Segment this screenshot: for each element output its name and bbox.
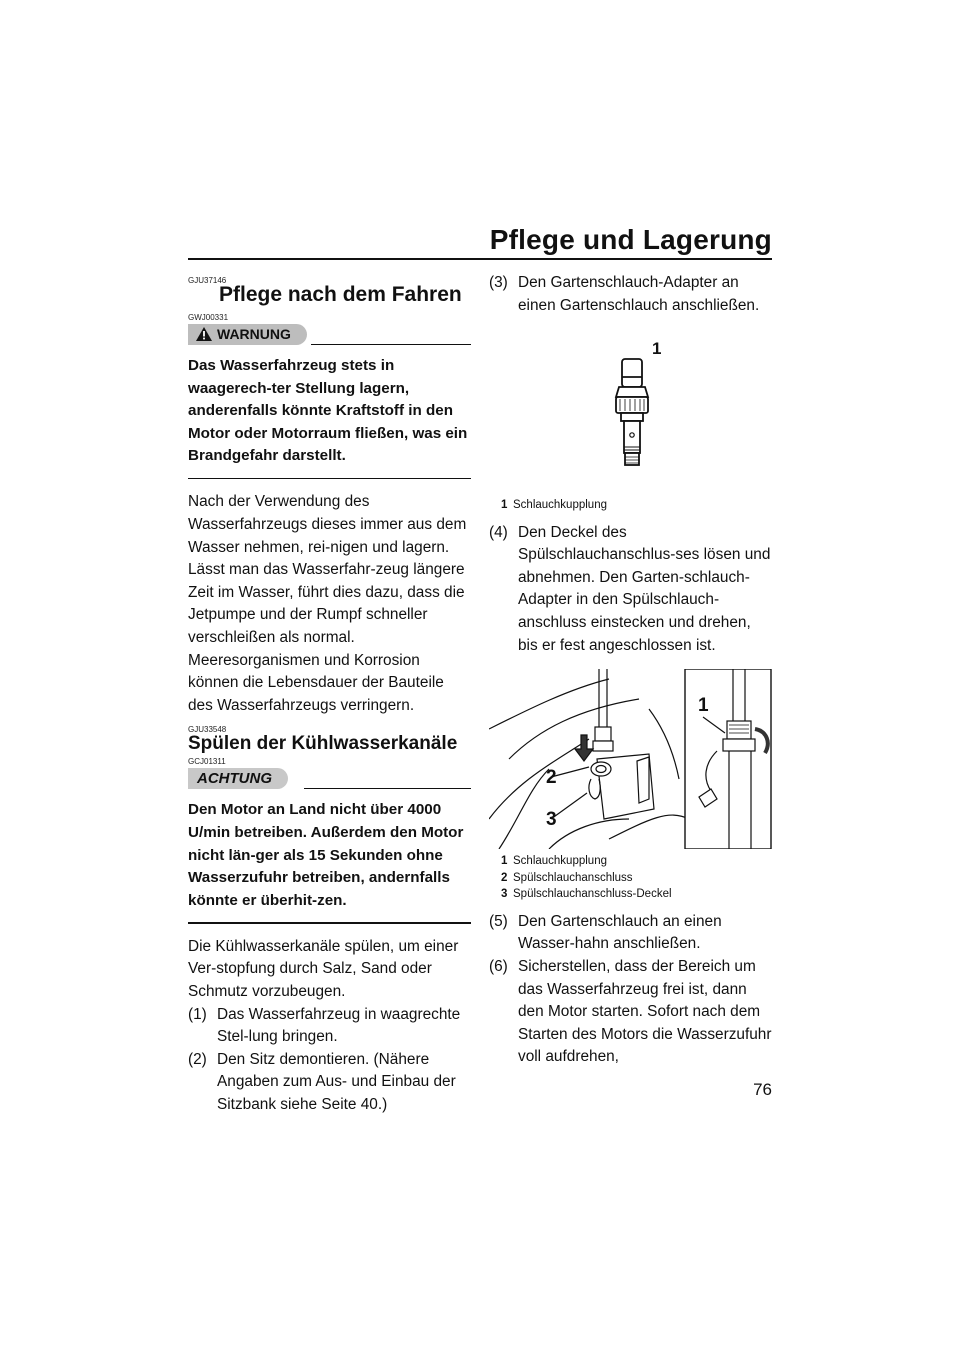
right-column bbox=[489, 272, 772, 1069]
warning-triangle-icon bbox=[196, 327, 212, 341]
step-text: Den Gartenschlauch-Adapter an einen Gartenschlauch anschließen. bbox=[518, 274, 760, 314]
page-number: 76 bbox=[753, 1080, 772, 1099]
figure2-callout-3: 3 bbox=[546, 809, 557, 831]
section-heading-care-after-riding: Pflege nach dem Fahren bbox=[219, 283, 462, 306]
step-number: (6) bbox=[489, 957, 508, 975]
step-text: Den Deckel des Spülschlauchanschlus-ses lösen und abnehmen. Den Garten-schlauch-Adapter in den Spülschlauch-anschluss einstecken und drehen, bis er fest angeschlossen ist. bbox=[518, 523, 771, 654]
page-header-title: Pflege und Lagerung bbox=[489, 224, 772, 255]
figure1-callout-1: 1 bbox=[652, 339, 662, 359]
section-heading-flushing: Spülen der Kühlwasserkanäle bbox=[188, 733, 458, 755]
step-1 bbox=[188, 1004, 471, 1049]
figure2-legend bbox=[501, 853, 772, 903]
step-text: Sicherstellen, dass der Bereich um das Wasserfahrzeug frei ist, dann den Motor starten. Sofort nach dem Starten des Motors die Wasserzufuhr voll aufdrehen, bbox=[518, 957, 772, 1066]
step-number: (5) bbox=[489, 912, 508, 930]
warning-badge bbox=[188, 324, 307, 345]
step-6 bbox=[489, 956, 772, 1069]
step-number: (2) bbox=[188, 1050, 207, 1068]
legend-item: 2 Spülschlauchanschluss bbox=[501, 871, 633, 884]
flush-port-illustration bbox=[489, 669, 772, 849]
left-column bbox=[188, 276, 471, 1117]
step-2 bbox=[188, 1049, 471, 1117]
step-text: Den Sitz demontieren. (Nähere Angaben zum Aus- und Einbau der Sitzbank siehe Seite 40.) bbox=[217, 1050, 456, 1114]
caution-code: GCJ01311 bbox=[188, 757, 226, 767]
step-text: Das Wasserfahrzeug in waagrechte Stel-lung bringen. bbox=[217, 1005, 461, 1046]
caution-header bbox=[188, 768, 471, 789]
warning-code: GWJ00331 bbox=[188, 313, 229, 322]
caution-bottom-rule bbox=[188, 922, 471, 924]
section-code: GJU37146 bbox=[188, 276, 227, 285]
warning-bottom-rule bbox=[188, 478, 471, 480]
step-4 bbox=[489, 522, 772, 658]
warning-header bbox=[188, 324, 471, 345]
paragraph-flushing-purpose: Die Kühlwasserkanäle spülen, um einer Ver-stopfung durch Salz, Sand oder Schmutz vorzubeugen. bbox=[188, 937, 459, 1001]
hose-coupling-illustration bbox=[489, 329, 772, 491]
figure2-callout-1: 1 bbox=[698, 695, 709, 717]
step-number: (1) bbox=[188, 1005, 207, 1023]
caution-text: Den Motor an Land nicht über 4000 U/min betreiben. Außerdem den Motor nicht län-ger als 15 Sekunden ohne Wasserzufuhr betreiben, andernfalls könnte er überhit-zen. bbox=[188, 801, 464, 909]
warning-rule bbox=[311, 344, 471, 346]
caution-badge: ACHTUNG bbox=[188, 768, 288, 789]
figure-hose-coupling bbox=[489, 329, 772, 491]
warning-text: Das Wasserfahrzeug stets in waagerech-ter Stellung lagern, anderenfalls könnte Kraftstoff in den Motor oder Motorraum fließen, was ein Brandgefahr darstellt. bbox=[188, 357, 468, 465]
paragraph-after-use: Nach der Verwendung des Wasserfahrzeugs dieses immer aus dem Wasser nehmen, rei-nigen und lagern. Lässt man das Wasserfahr-zeug längere Zeit im Wasser, führt dies dazu, dass die Jetpumpe und der Rumpf schneller verschleißen als normal. Meeresorganismen und Korrosion können die Lebensdauer der Bauteile des Wasserfahrzeugs verringern. bbox=[188, 493, 467, 714]
figure1-legend bbox=[501, 497, 772, 514]
caution-rule bbox=[304, 788, 471, 790]
step-text: Den Gartenschlauch an einen Wasser-hahn anschließen. bbox=[518, 912, 722, 953]
legend-item: 1 Schlauchkupplung bbox=[501, 499, 607, 512]
section-code-2: GJU33548 bbox=[188, 725, 227, 735]
legend-item: 3 Spülschlauchanschluss-Deckel bbox=[501, 888, 672, 901]
figure2-callout-2: 2 bbox=[546, 767, 557, 789]
step-3 bbox=[489, 272, 772, 317]
figure-flush-port bbox=[489, 669, 772, 849]
legend-item: 1 Schlauchkupplung bbox=[501, 855, 607, 868]
step-number: (4) bbox=[489, 523, 508, 541]
warning-label: WARNUNG bbox=[217, 326, 291, 342]
step-5 bbox=[489, 911, 772, 956]
header-rule bbox=[188, 258, 772, 260]
step-number: (3) bbox=[489, 274, 508, 291]
